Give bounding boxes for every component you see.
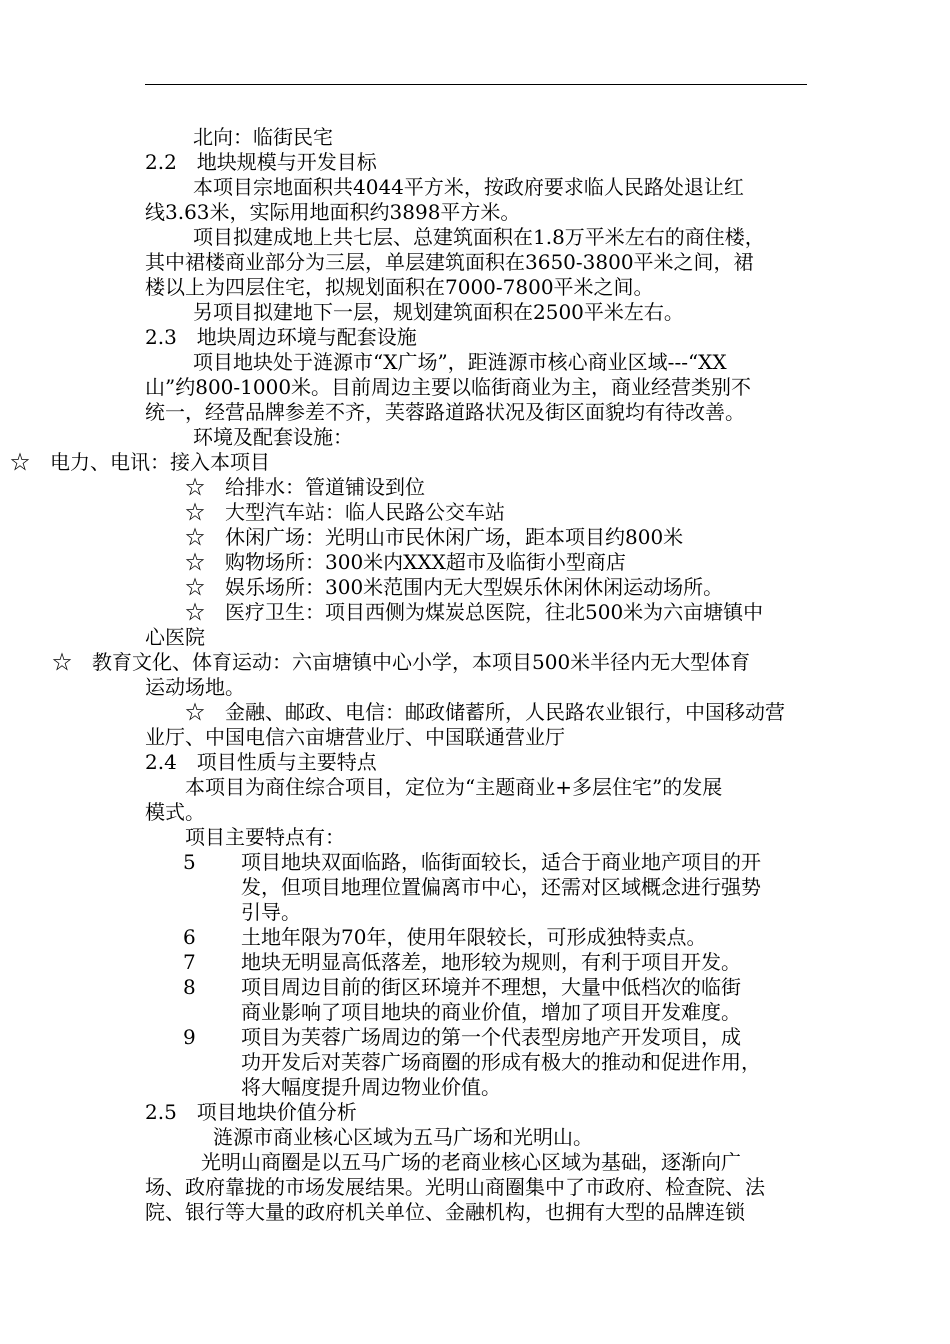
text-line: 项目主要特点有： (185, 825, 345, 849)
bullet-item: ☆ 教育文化、体育运动：六亩塘镇中心小学，本项目500米半径内无大型体育 (52, 650, 751, 674)
bullet-continuation: 业厅、中国电信六亩塘营业厅、中国联通营业厅 (145, 725, 565, 749)
section-heading: 2.4 项目性质与主要特点 (145, 750, 377, 774)
list-number: 9 (183, 1025, 196, 1049)
section-heading: 2.5 项目地块价值分析 (145, 1100, 357, 1124)
header-rule (145, 84, 807, 85)
text-line: 本项目宗地面积共4044平方米，按政府要求临人民路处退让红 (193, 175, 744, 199)
list-item-text: 功开发后对芙蓉广场商圈的形成有极大的推动和促进作用， (241, 1050, 761, 1074)
text-line: 山”约800-1000米。目前周边主要以临街商业为主，商业经营类别不 (145, 375, 752, 399)
list-item-text: 项目周边目前的街区环境并不理想，大量中低档次的临街 (241, 975, 741, 999)
list-item-text: 引导。 (241, 900, 301, 924)
text-line: 院、银行等大量的政府机关单位、金融机构，也拥有大型的品牌连锁 (145, 1200, 745, 1224)
text-line: 线3.63米，实际用地面积约3898平方米。 (145, 200, 521, 224)
text-line: 模式。 (145, 800, 205, 824)
list-item-text: 发，但项目地理位置偏离市中心，还需对区域概念进行强势 (241, 875, 761, 899)
list-item-text: 项目为芙蓉广场周边的第一个代表型房地产开发项目，成 (241, 1025, 741, 1049)
bullet-item: ☆ 医疗卫生：项目西侧为煤炭总医院，往北500米为六亩塘镇中 (185, 600, 764, 624)
bullet-item: ☆ 休闲广场：光明山市民休闲广场，距本项目约800米 (185, 525, 684, 549)
bullet-item: ☆ 电力、电讯：接入本项目 (10, 450, 270, 474)
text-line: 统一，经营品牌参差不齐，芙蓉路道路状况及街区面貌均有待改善。 (145, 400, 745, 424)
bullet-item: ☆ 购物场所：300米内XXX超市及临街小型商店 (185, 550, 626, 574)
text-line: 本项目为商住综合项目，定位为“主题商业+多层住宅”的发展 (185, 775, 723, 799)
bullet-continuation: 运动场地。 (145, 675, 245, 699)
list-number: 8 (183, 975, 196, 999)
text-line: 另项目拟建地下一层，规划建筑面积在2500平米左右。 (193, 300, 684, 324)
list-item-text: 商业影响了项目地块的商业价值，增加了项目开发难度。 (241, 1000, 741, 1024)
text-line: 项目拟建成地上共七层、总建筑面积在1.8万平米左右的商住楼， (193, 225, 765, 249)
list-number: 5 (183, 850, 196, 874)
bullet-item: ☆ 大型汽车站：临人民路公交车站 (185, 500, 505, 524)
bullet-item: ☆ 娱乐场所：300米范围内无大型娱乐休闲休闲运动场所。 (185, 575, 724, 599)
text-line: 涟源市商业核心区域为五马广场和光明山。 (213, 1125, 593, 1149)
list-item-text: 项目地块双面临路，临街面较长，适合于商业地产项目的开 (241, 850, 761, 874)
text-line: 楼以上为四层住宅，拟规划面积在7000-7800平米之间。 (145, 275, 654, 299)
section-heading: 2.3 地块周边环境与配套设施 (145, 325, 417, 349)
text-line: 场、政府靠拢的市场发展结果。光明山商圈集中了市政府、检查院、法 (145, 1175, 765, 1199)
list-number: 7 (183, 950, 196, 974)
list-item-text: 土地年限为70年，使用年限较长，可形成独特卖点。 (241, 925, 707, 949)
text-line: 光明山商圈是以五马广场的老商业核心区域为基础，逐渐向广 (201, 1150, 741, 1174)
list-item-text: 地块无明显高低落差，地形较为规则，有利于项目开发。 (241, 950, 741, 974)
text-line: 北向：临街民宅 (193, 125, 333, 149)
text-line: 其中裙楼商业部分为三层，单层建筑面积在3650-3800平米之间，裙 (145, 250, 754, 274)
list-item-text: 将大幅度提升周边物业价值。 (241, 1075, 501, 1099)
list-number: 6 (183, 925, 196, 949)
bullet-item: ☆ 金融、邮政、电信：邮政储蓄所，人民路农业银行，中国移动营 (185, 700, 785, 724)
bullet-item: ☆ 给排水：管道铺设到位 (185, 475, 425, 499)
text-line: 项目地块处于涟源市“X广场”，距涟源市核心商业区域---“XX (193, 350, 727, 374)
bullet-continuation: 心医院 (145, 625, 205, 649)
section-heading: 2.2 地块规模与开发目标 (145, 150, 377, 174)
text-line: 环境及配套设施： (193, 425, 353, 449)
